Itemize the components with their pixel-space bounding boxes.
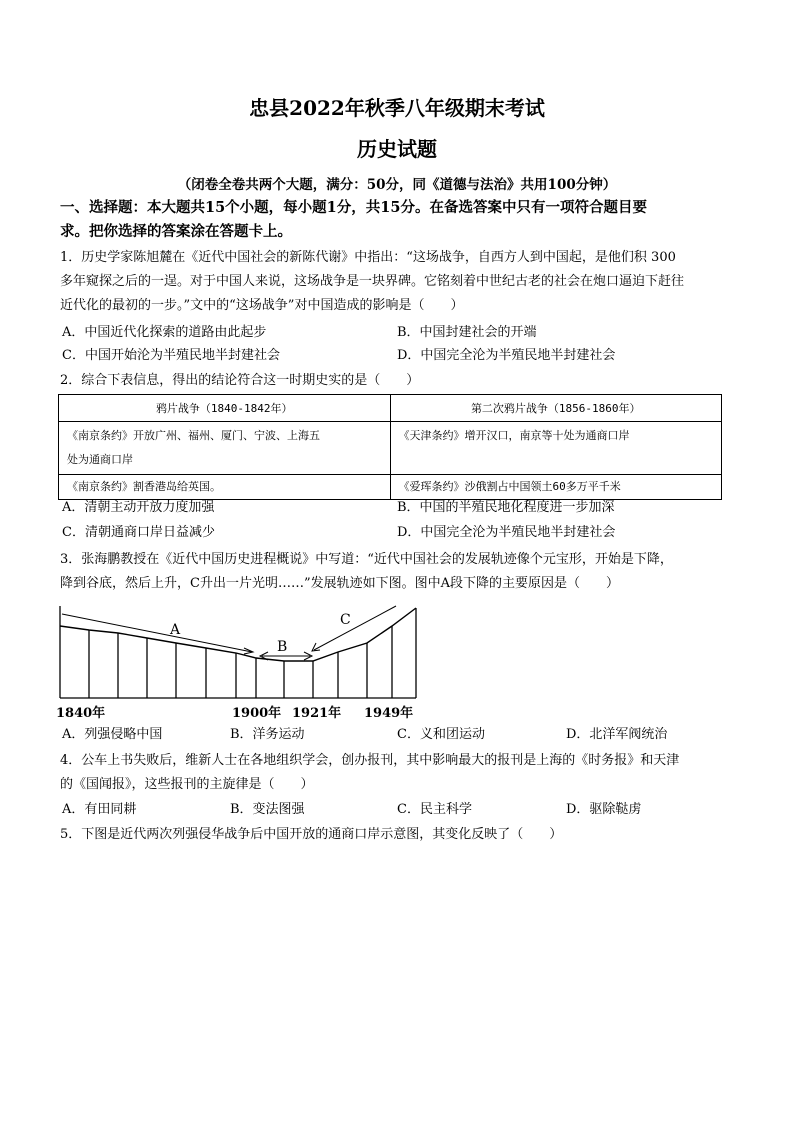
- q1-option-c[interactable]: C．中国开始沦为半殖民地半封建社会: [62, 348, 280, 363]
- q4-option-b[interactable]: B．变法图强: [230, 802, 305, 817]
- table-cell-nanjing-hongkong: 《南京条约》割香港岛给英国。: [59, 475, 391, 500]
- q3-option-c[interactable]: C．义和团运动: [397, 727, 485, 742]
- q5-stem: 5．下图是近代两次列强侵华战争后中国开放的通商口岸示意图，其变化反映了（ ）: [60, 827, 563, 842]
- q3-option-d[interactable]: D．北洋军阀统治: [566, 727, 668, 742]
- table-cell-nanjing-ports-line2: 处为通商口岸: [67, 453, 133, 466]
- q3-trajectory-chart: [56, 600, 426, 722]
- table-cell-nanjing-ports: [59, 422, 391, 475]
- segment-label-b: B: [277, 639, 288, 655]
- q2-option-c[interactable]: C．清朝通商口岸日益减少: [62, 525, 215, 540]
- x-label-1840: 1840年: [56, 706, 106, 721]
- q4-stem-line1: 4．公车上书失败后，维新人士在各地组织学会，创办报刊，其中影响最大的报刊是上海的《时务报》和天津: [60, 753, 680, 768]
- arrow-a: [62, 614, 252, 652]
- table-header-opium-war: 鸦片战争（1840-1842年）: [59, 395, 391, 422]
- q2-option-b[interactable]: B．中国的半殖民地化程度进一步加深: [397, 500, 615, 515]
- chart-trajectory-line: [60, 608, 416, 661]
- section-heading-line2: 求。把你选择的答案涂在答题卡上。: [60, 223, 292, 240]
- q3-option-b[interactable]: B．洋务运动: [230, 727, 305, 742]
- segment-label-c: C: [340, 612, 351, 628]
- q3-option-a[interactable]: A．列强侵略中国: [62, 727, 163, 742]
- exam-note: （闭卷全卷共两个大题，满分：50分，同《道德与法治》共用100分钟）: [177, 177, 617, 193]
- q2-info-table: [58, 394, 722, 500]
- q1-stem-line1: 1．历史学家陈旭麓在《近代中国社会的新陈代谢》中指出：“这场战争，自西方人到中国起，是他们积 300: [60, 250, 676, 265]
- chart-bars: [60, 606, 416, 698]
- q1-option-a[interactable]: A．中国近代化探索的道路由此起步: [62, 325, 267, 340]
- q2-option-a[interactable]: A．清朝主动开放力度加强: [62, 500, 215, 515]
- x-label-1921: 1921年: [292, 706, 342, 721]
- q2-stem: 2．综合下表信息，得出的结论符合这一时期史实的是（ ）: [60, 373, 420, 388]
- q1-stem-line2: 多年窥探之后的一逞。对于中国人来说，这场战争是一块界碑。它铭刻着中世纪古老的社会在炮口逼迫下赶往: [60, 274, 685, 289]
- q2-option-d[interactable]: D．中国完全沦为半殖民地半封建社会: [397, 525, 616, 540]
- table-header-second-opium-war: 第二次鸦片战争（1856-1860年）: [390, 395, 722, 422]
- q3-stem-line2: 降到谷底，然后上升，C升出一片光明……”发展轨迹如下图。图中A段下降的主要原因是（ ）: [60, 576, 619, 591]
- q4-option-d[interactable]: D．驱除鞑虏: [566, 802, 642, 817]
- q1-option-b[interactable]: B．中国封建社会的开端: [397, 325, 537, 340]
- q1-option-d[interactable]: D．中国完全沦为半殖民地半封建社会: [397, 348, 616, 363]
- exam-subtitle: 历史试题: [357, 137, 437, 161]
- x-label-1900: 1900年: [232, 706, 282, 721]
- section-heading-line1: 一、选择题：本大题共15个小题，每小题1分，共15分。在备选答案中只有一项符合题目要: [60, 199, 647, 216]
- q1-stem-line3: 近代化的最初的一步。”文中的“这场战争”对中国造成的影响是（ ）: [60, 298, 464, 313]
- q4-stem-line2: 的《国闻报》，这些报刊的主旋律是（ ）: [60, 777, 314, 792]
- q3-stem-line1: 3．张海鹏教授在《近代中国历史进程概说》中写道：“近代中国社会的发展轨迹像个元宝形，开始是下降，: [60, 552, 673, 567]
- q4-option-a[interactable]: A．有田同耕: [62, 802, 137, 817]
- segment-label-a: A: [170, 622, 181, 638]
- table-cell-tianjin-ports: 《天津条约》增开汉口，南京等十处为通商口岸: [390, 422, 722, 475]
- x-label-1949: 1949年: [364, 706, 414, 721]
- exam-title: 忠县2022年秋季八年级期末考试: [249, 96, 545, 120]
- q4-option-c[interactable]: C．民主科学: [397, 802, 472, 817]
- arrow-c: [314, 606, 396, 650]
- table-cell-aigun: 《爱珲条约》沙俄割占中国领土60多万平千米: [390, 475, 722, 500]
- table-cell-nanjing-ports-line1: 《南京条约》开放广州、福州、厦门、宁波、上海五: [67, 429, 320, 442]
